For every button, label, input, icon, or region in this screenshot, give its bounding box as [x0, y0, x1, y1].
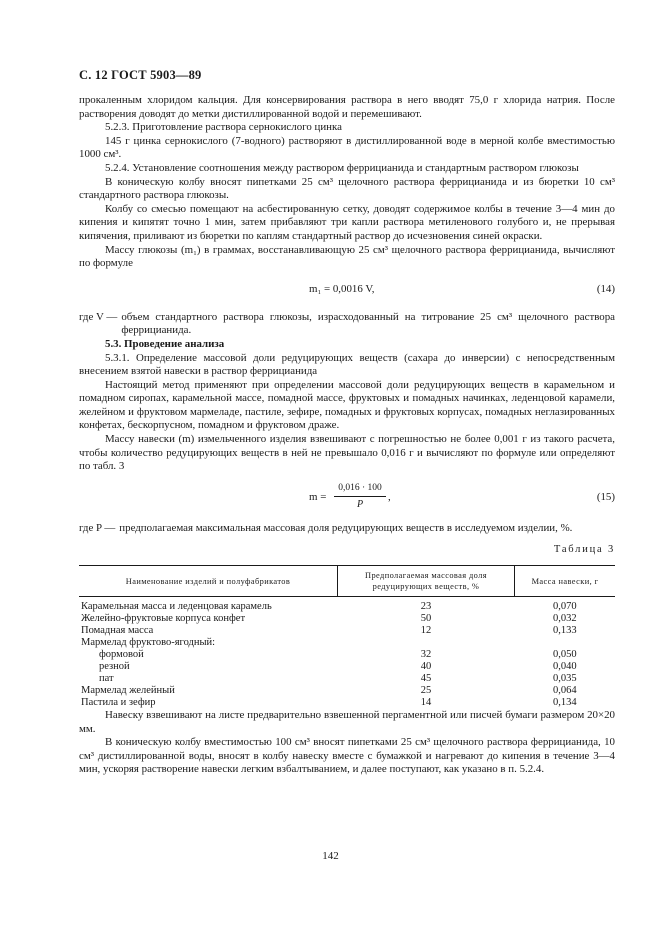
paragraph: Массу глюкозы (m₁) в граммах, восстанавливающую 25 см³ щелочного раствора феррицианида, вычисляют по формуле — [79, 243, 615, 270]
cell-mass — [515, 637, 616, 649]
column-header: Предполагаемая массовая доля редуцирующих веществ, % — [338, 566, 515, 597]
paragraph: 145 г цинка сернокислого (7-водного) растворяют в дистиллированной воде в мерной колбе вместимостью 1000 см³. — [79, 134, 615, 161]
cell-mass: 0,134 — [552, 697, 577, 709]
cell-percent: 50 — [420, 613, 432, 625]
table-row — [79, 685, 615, 697]
cell-percent: 14 — [420, 697, 432, 709]
table-row — [79, 637, 615, 649]
table-row — [79, 625, 615, 637]
formula-fraction — [334, 482, 386, 512]
cell-name: Карамельная масса и леденцовая карамель — [81, 601, 272, 613]
table-row — [79, 649, 615, 661]
cell-percent: 32 — [420, 649, 432, 661]
paragraph: В коническую колбу вносят пипетками 25 см³ щелочного раствора феррицианида и из бюретки 10 см³ стандартного раствора глюкозы. — [79, 175, 615, 202]
paragraph: Массу навески (m) измельченного изделия взвешивают с погрешностью не более 0,001 г из такого расчета, чтобы количество редуцирующих веществ в ней не превышало 0,016 г и вычисляют по формуле или определяют по табл. 3 — [79, 433, 615, 473]
cell-mass: 0,050 — [552, 649, 577, 661]
cell-name: пат — [99, 673, 114, 685]
subsection-heading: 5.2.4. Установление соотношения между раствором феррицианида и стандартным раствором глюкозы — [105, 161, 579, 174]
cell-mass: 0,133 — [552, 625, 577, 637]
table-caption: Таблица 3 — [553, 544, 615, 556]
cell-name: Пастила и зефир — [81, 697, 156, 709]
table-row — [79, 597, 615, 614]
table-row — [79, 661, 615, 673]
cell-percent — [338, 637, 515, 649]
cell-mass: 0,040 — [552, 661, 577, 673]
cell-mass: 0,064 — [552, 685, 577, 697]
paragraph: Колбу со смесью помещают на асбестированную сетку, доводят содержимое колбы в течение 3—4 мин до кипения и кипятят точно 1 мин, затем прибавляют три капли раствора метиленового голубого и, не прерывая кипячения, приливают из бюретки по каплям стандартный раствор до исчезновения синей окраски. — [79, 202, 615, 242]
column-header: Наименование изделий и полуфабрикатов — [79, 566, 338, 597]
subsection-heading: 5.2.3. Приготовление раствора сернокислого цинка — [105, 121, 342, 134]
legend-label: где P — — [79, 521, 116, 534]
formula-legend — [79, 522, 615, 536]
table-row — [79, 613, 615, 625]
table-row — [79, 697, 615, 709]
fraction-numerator: 0,016 · 100 — [334, 482, 386, 498]
formula-comma: , — [388, 490, 391, 503]
page-body — [79, 94, 615, 777]
formula-14 — [79, 277, 615, 303]
cell-mass: 0,032 — [552, 613, 577, 625]
table-3 — [79, 565, 615, 709]
cell-percent: 40 — [420, 661, 432, 673]
legend-label: где V — — [79, 310, 118, 323]
cell-name: Помадная масса — [81, 625, 154, 637]
section-heading: 5.3. Проведение анализа — [105, 337, 225, 350]
formula-number: (14) — [596, 282, 615, 295]
cell-name: Мармелад фруктово-ягодный: — [81, 637, 216, 649]
formula-expression: m₁ = 0,0016 V, — [309, 282, 375, 295]
page-header: С. 12 ГОСТ 5903—89 — [79, 68, 202, 82]
cell-percent: 45 — [420, 673, 432, 685]
paragraph: Навеску взвешивают на листе предварительно взвешенной пергаментной или писчей бумаги размером 20×20 мм. — [79, 709, 615, 735]
subsection-heading: 5.3.1. Определение массовой доли редуцирующих веществ (сахара до инверсии) с непосредственным внесением взятой навески в раствор феррицианида — [79, 351, 615, 378]
cell-name: Желейно-фруктовые корпуса конфет — [81, 613, 246, 625]
legend-text: предполагаемая максимальная массовая доля редуцирующих веществ в исследуемом изделии, %. — [119, 521, 573, 534]
formula-15 — [79, 478, 615, 518]
cell-name: резной — [99, 661, 130, 673]
column-header: Масса навески, г — [515, 566, 616, 597]
cell-percent: 25 — [420, 685, 432, 697]
cell-percent: 12 — [420, 625, 432, 637]
formula-legend — [79, 311, 615, 338]
table-header-row — [79, 566, 615, 597]
cell-percent: 23 — [420, 601, 432, 613]
formula-number: (15) — [596, 490, 615, 503]
paragraph: прокаленным хлоридом кальция. Для консервирования раствора в него вводят 75,0 г хлорида натрия. После растворения доводят до метки дистиллированной водой и перемешивают. — [79, 94, 615, 120]
formula-lhs: m = — [309, 490, 327, 503]
fraction-denominator: P — [356, 499, 364, 511]
cell-name: Мармелад желейный — [81, 685, 175, 697]
cell-name: формовой — [99, 649, 144, 661]
table-row — [79, 673, 615, 685]
cell-mass: 0,070 — [552, 601, 577, 613]
paragraph: В коническую колбу вместимостью 100 см³ вносят пипетками 25 см³ щелочного раствора феррицианида, 10 см³ дистиллированной воды, вносят в колбу навеску вместе с бумажкой и нагревают до кипения в течение 3—4 мин, ускоряя растворение навески легким взбалтыванием, и далее поступают, как указано в п. 5.2.4. — [79, 736, 615, 776]
legend-text: объем стандартного раствора глюкозы, израсходованный на титрование 25 см³ щелочного раствора феррицианида. — [121, 310, 615, 337]
page-number: 142 — [322, 850, 339, 862]
paragraph: Настоящий метод применяют при определении массовой доли редуцирующих веществ в карамельном и помадном сиропах, карамельной массе, помадной массе, фруктовых и помадных начинках, леденцовой карамели, желейном и фруктовом мармеладе, пастиле, зефире, помадных и фруктовых корпусах, помадных неглазированных конфетах, бескорпусном, помадном и фруктовом драже. — [79, 378, 615, 432]
cell-mass: 0,035 — [552, 673, 577, 685]
